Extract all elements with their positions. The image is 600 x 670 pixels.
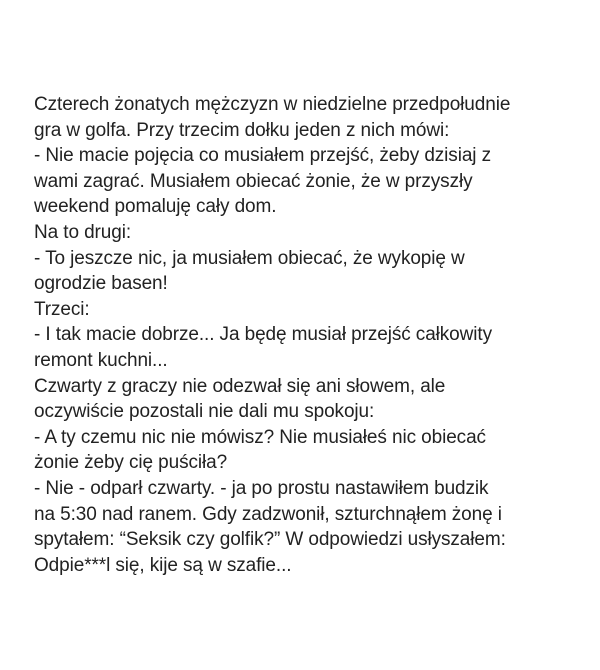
text-line: wami zagrać. Musiałem obiecać żonie, że w przyszły: [34, 170, 473, 192]
text-line: Na to drugi:: [34, 221, 132, 243]
text-line: weekend pomaluję cały dom.: [34, 196, 277, 218]
text-line: Odpie***l się, kije są w szafie...: [34, 554, 292, 576]
text-line: - Nie - odparł czwarty. - ja po prostu nastawiłem budzik: [34, 477, 489, 499]
text-line: Czterech żonatych mężczyzn w niedzielne przedpołudnie: [34, 94, 511, 115]
text-line: ogrodzie basen!: [34, 273, 168, 295]
text-line: - A ty czemu nic nie mówisz? Nie musiałeś nic obiecać: [34, 426, 486, 448]
text-line: żonie żeby cię puściła?: [34, 452, 228, 474]
text-line: - I tak macie dobrze... Ja będę musiał przejść całkowity: [34, 324, 492, 346]
text-line: - To jeszcze nic, ja musiałem obiecać, że wykopię w: [34, 247, 465, 269]
text-line: oczywiście pozostali nie dali mu spokoju:: [34, 401, 375, 423]
joke-text: [34, 92, 594, 578]
text-line: - Nie macie pojęcia co musiałem przejść, żeby dzisiaj z: [34, 145, 491, 167]
text-line: spytałem: “Seksik czy golfik?” W odpowiedzi usłyszałem:: [34, 529, 506, 551]
text-line: gra w golfa. Przy trzecim dołku jeden z nich mówi:: [34, 119, 450, 141]
text-line: Trzeci:: [34, 298, 90, 320]
text-line: Czwarty z graczy nie odezwał się ani słowem, ale: [34, 375, 446, 397]
text-line: remont kuchni...: [34, 349, 168, 371]
text-line: na 5:30 nad ranem. Gdy zadzwonił, szturchnąłem żonę i: [34, 503, 502, 525]
